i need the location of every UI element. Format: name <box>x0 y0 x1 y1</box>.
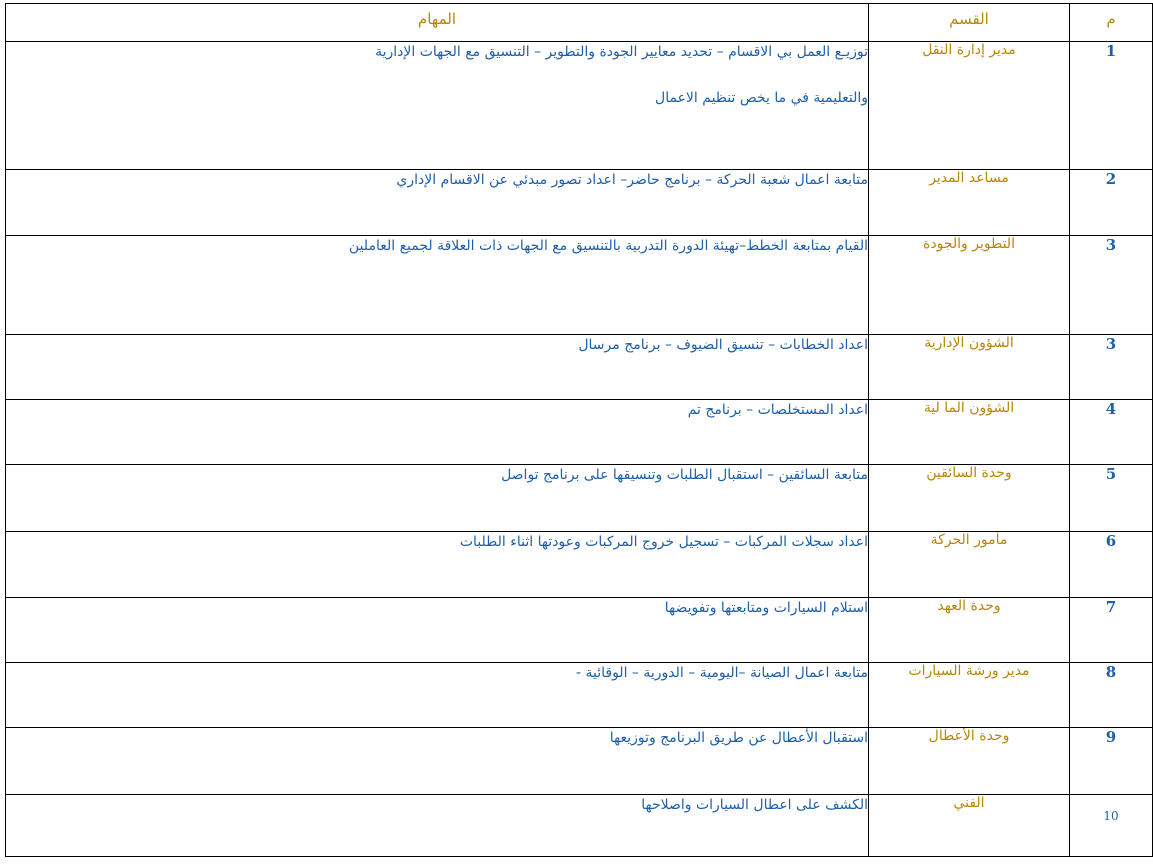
table-row <box>6 400 1153 465</box>
table-row <box>6 532 1153 598</box>
row-number: 7 <box>1070 598 1153 663</box>
row-tasks: استقبال الأعطال عن طريق البرنامج وتوزيعها <box>6 728 869 795</box>
table-row <box>6 465 1153 532</box>
row-department: وحدة السائقين <box>869 465 1070 532</box>
row-number: 8 <box>1070 663 1153 728</box>
row-department: مأمور الحركة <box>869 532 1070 598</box>
row-tasks: اعداد الخطابات – تنسيق الضيوف – برنامج مرسال <box>6 335 869 400</box>
table-row <box>6 42 1153 170</box>
table-row <box>6 236 1153 335</box>
table-row <box>6 598 1153 663</box>
row-tasks: اعداد سجلات المركبات – تسجيل خروج المركبات وعودتها اثناء الطلبات <box>6 532 869 598</box>
row-department: مدير إدارة النقل <box>869 42 1070 170</box>
tasks-table <box>5 3 1153 857</box>
row-number: 5 <box>1070 465 1153 532</box>
row-number: 10 <box>1070 795 1153 857</box>
row-department: مساعد المدير <box>869 170 1070 236</box>
row-tasks-line2: والتعليمية في ما يخص تنظيم الاعمال <box>655 90 868 106</box>
row-tasks: اعداد المستخلصات – برنامج تم <box>6 400 869 465</box>
row-number: 3 <box>1070 335 1153 400</box>
table-row <box>6 663 1153 728</box>
row-number: 1 <box>1070 42 1153 170</box>
header-dept: القسم <box>869 4 1070 42</box>
row-department: الفني <box>869 795 1070 857</box>
row-department: وحدة العهد <box>869 598 1070 663</box>
row-department: الشؤون الما لية <box>869 400 1070 465</box>
table-row <box>6 335 1153 400</box>
row-number: 4 <box>1070 400 1153 465</box>
table-row <box>6 795 1153 857</box>
row-tasks: استلام السيارات ومتابعتها وتفويضها <box>6 598 869 663</box>
table-row <box>6 728 1153 795</box>
row-tasks: متابعة السائقين – استقبال الطلبات وتنسيقها على برنامج تواصل <box>6 465 869 532</box>
header-row <box>6 4 1153 42</box>
row-tasks: القيام بمتابعة الخطط–تهيئة الدورة التدربية بالتنسيق مع الجهات ذات العلاقة لجميع العاملين <box>6 236 869 335</box>
row-department: التطوير والجودة <box>869 236 1070 335</box>
row-tasks: الكشف على اعطال السيارات واصلاحها <box>6 795 869 857</box>
header-tasks: المهام <box>6 4 869 42</box>
row-number: 6 <box>1070 532 1153 598</box>
table-row <box>6 170 1153 236</box>
row-tasks: متابعة اعمال شعبة الحركة – برنامج حاضر– اعداد تصور مبدئي عن الاقسام الإداري <box>6 170 869 236</box>
row-department: وحدة الأعطال <box>869 728 1070 795</box>
row-number: 9 <box>1070 728 1153 795</box>
row-tasks <box>6 42 869 170</box>
header-num: م <box>1070 4 1153 42</box>
row-department: الشؤون الإدارية <box>869 335 1070 400</box>
row-number: 2 <box>1070 170 1153 236</box>
row-department: مدير ورشة السيارات <box>869 663 1070 728</box>
row-number: 3 <box>1070 236 1153 335</box>
row-tasks: متابعة اعمال الصيانة –اليومية – الدورية – الوقائية - <box>6 663 869 728</box>
row-tasks-line1: توزيـع العمل بي الاقسام – تحديد معايير الجودة والتطوير – التنسيق مع الجهات الإدارية <box>375 44 868 60</box>
